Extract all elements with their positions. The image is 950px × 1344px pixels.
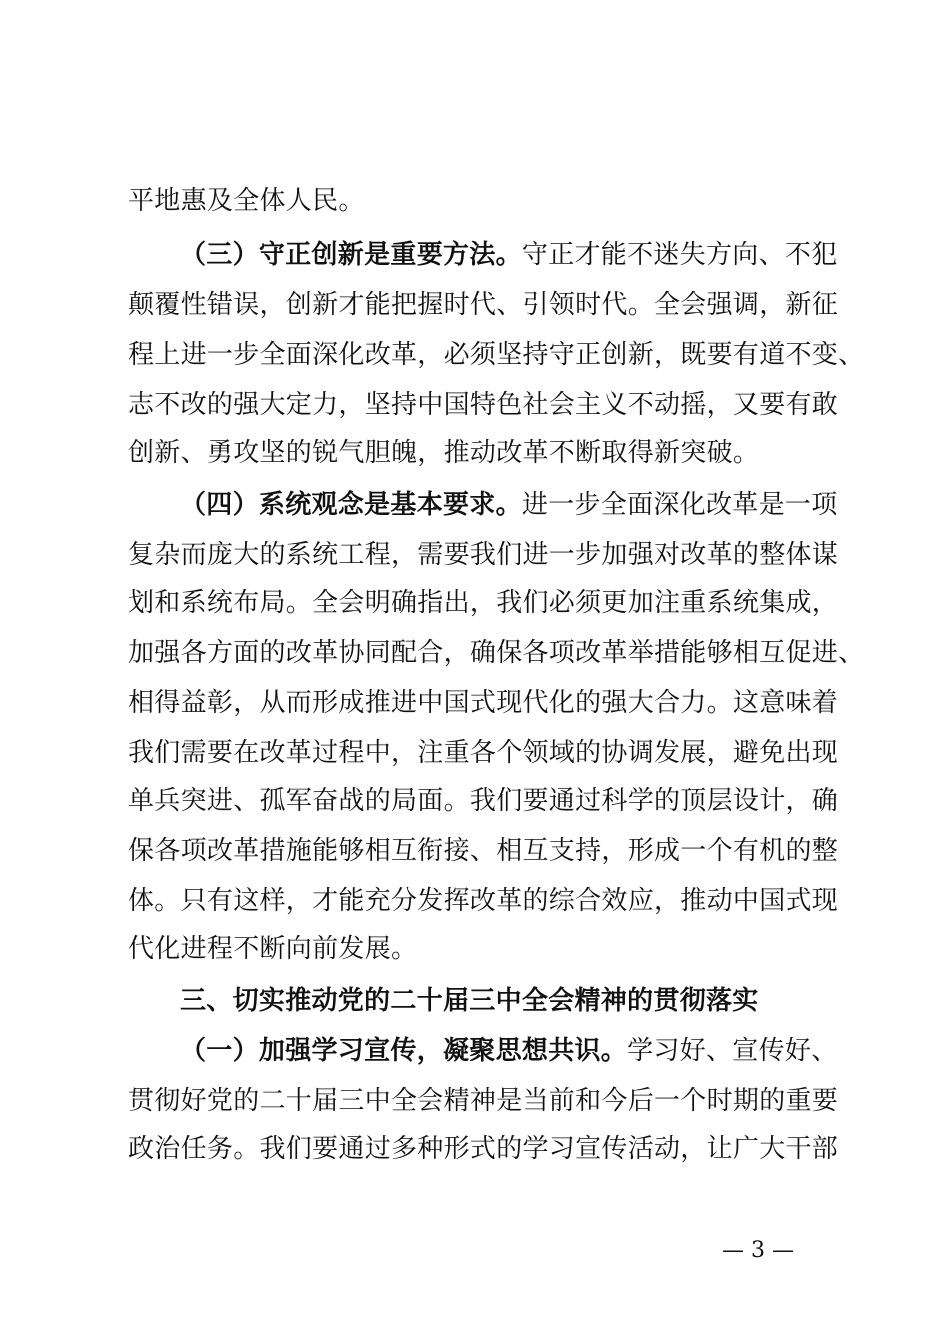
paragraph-four-line: 相得益彰，从而形成推进中国式现代化的强大合力。这意味着 <box>128 688 839 718</box>
paragraph-three-line: 创新、勇攻坚的锐气胆魄，推动改革不断取得新突破。 <box>128 438 760 468</box>
paragraph-four-line: 体。只有这样，才能充分发挥改革的综合效应，推动中国式现 <box>128 886 839 916</box>
paragraph-four-first-text: 进一步全面深化改革是一项 <box>521 490 838 520</box>
paragraph-four-line: 我们需要在改革过程中，注重各个领域的协调发展，避免出现 <box>128 738 839 768</box>
paragraph-four-line: 复杂而庞大的系统工程，需要我们进一步加强对改革的整体谋 <box>128 540 839 570</box>
paragraph-three-first-line <box>128 238 848 272</box>
section-three-title: 三、切实推动党的二十届三中全会精神的贯彻落实 <box>180 986 759 1016</box>
page-number: — 3 — <box>722 1238 794 1263</box>
paragraph-four-line: 加强各方面的改革协同配合，确保各项改革举措能够相互促进、 <box>128 638 865 668</box>
paragraph-three-line: 程上进一步全面深化改革，必须坚持守正创新，既要有道不变、 <box>128 340 865 370</box>
paragraph-four-heading: （四）系统观念是基本要求。 <box>180 490 522 520</box>
paragraph-one-line: 政治任务。我们要通过多种形式的学习宣传活动，让广大干部 <box>128 1134 839 1164</box>
paragraph-three-line: 颠覆性错误，创新才能把握时代、引领时代。全会强调，新征 <box>128 290 839 320</box>
paragraph-three-heading: （三）守正创新是重要方法。 <box>180 240 522 270</box>
paragraph-one-first-line <box>128 1034 848 1068</box>
paragraph-one-line: 贯彻好党的二十届三中全会精神是当前和今后一个时期的重要 <box>128 1086 839 1116</box>
paragraph-four-line: 保各项改革措施能够相互衔接、相互支持，形成一个有机的整 <box>128 836 839 866</box>
paragraph-four-first-line <box>128 488 848 522</box>
paragraph-four-line: 单兵突进、孤军奋战的局面。我们要通过科学的顶层设计，确 <box>128 786 839 816</box>
paragraph-end-line: 平地惠及全体人民。 <box>128 186 365 216</box>
paragraph-one-heading: （一）加强学习宣传，凝聚思想共识。 <box>180 1036 628 1066</box>
paragraph-three-line: 志不改的强大定力，坚持中国特色社会主义不动摇，又要有敢 <box>128 390 839 420</box>
paragraph-one-first-text: 学习好、宣传好、 <box>627 1036 838 1066</box>
paragraph-four-line: 代化进程不断向前发展。 <box>128 934 418 964</box>
paragraph-three-first-text: 守正才能不迷失方向、不犯 <box>521 240 838 270</box>
paragraph-four-line: 划和系统布局。全会明确指出，我们必须更加注重系统集成， <box>128 588 839 618</box>
